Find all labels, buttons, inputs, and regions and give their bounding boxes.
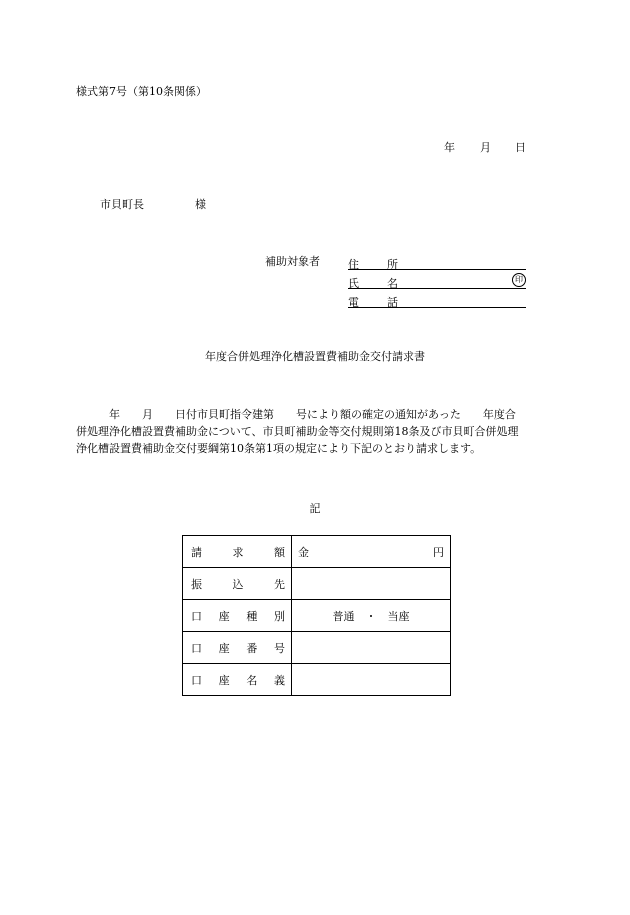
table-row xyxy=(183,664,451,696)
form-number: 様式第7号（第10条関係） xyxy=(76,85,207,98)
amount-prefix: 金 xyxy=(298,545,309,559)
ki-heading: 記 xyxy=(309,502,321,515)
name-label: 氏 名 xyxy=(348,277,398,290)
address-field[interactable] xyxy=(348,251,526,270)
date-day-label: 日 xyxy=(515,141,526,154)
table-row xyxy=(183,536,451,568)
account-number-field[interactable] xyxy=(292,632,451,664)
body-line: 浄化槽設置費補助金交付要綱第10条第1項の規定により下記のとおり請求します。 xyxy=(76,442,482,455)
account-type-field[interactable]: 普通 ・ 当座 xyxy=(292,600,451,632)
table-row xyxy=(183,632,451,664)
applicant-label: 補助対象者 xyxy=(265,255,320,268)
amount-label: 請 求 額 xyxy=(183,536,292,568)
body-line: 年 月 日付市貝町指令建第 号により額の確定の通知があった 年度合 xyxy=(76,408,516,421)
date-month-label: 月 xyxy=(480,141,491,154)
amount-field[interactable] xyxy=(292,536,451,568)
body-text xyxy=(76,406,556,457)
phone-label: 電 話 xyxy=(348,296,398,309)
account-holder-label: 口 座 名 義 xyxy=(183,664,292,696)
body-line: 併処理浄化槽設置費補助金について、市貝町補助金等交付規則第18条及び市貝町合併処理 xyxy=(76,425,519,438)
account-number-label: 口 座 番 号 xyxy=(183,632,292,664)
document-title: 年度合併処理浄化槽設置費補助金交付請求書 xyxy=(205,350,425,363)
phone-field[interactable] xyxy=(348,289,526,308)
table-row xyxy=(183,568,451,600)
account-type-label: 口 座 種 別 xyxy=(183,600,292,632)
address-label: 住 所 xyxy=(348,258,398,271)
transfer-destination-field[interactable] xyxy=(292,568,451,600)
transfer-destination-label: 振 込 先 xyxy=(183,568,292,600)
addressee-name: 市貝町長 xyxy=(100,198,144,211)
amount-unit: 円 xyxy=(433,545,444,559)
table-row xyxy=(183,600,451,632)
applicant-fields xyxy=(348,251,526,308)
addressee-honorific: 様 xyxy=(195,198,206,211)
request-table xyxy=(182,535,451,696)
account-holder-field[interactable] xyxy=(292,664,451,696)
name-field[interactable] xyxy=(348,270,526,289)
seal-icon: 印 xyxy=(512,273,526,287)
date-year-label: 年 xyxy=(444,141,455,154)
